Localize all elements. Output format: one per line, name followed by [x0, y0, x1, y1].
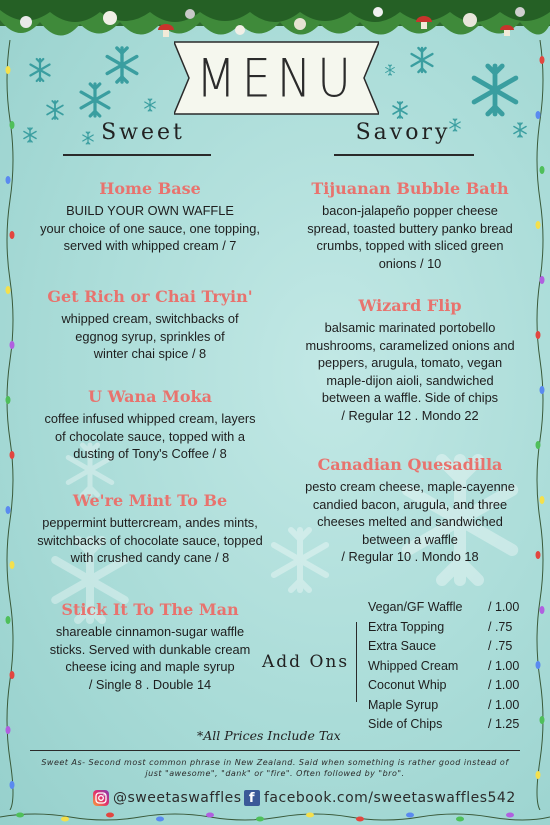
facebook-url: facebook.com/sweetaswaffles542: [264, 790, 516, 806]
menu-item: [15, 600, 285, 693]
sweet-heading-rule: [63, 154, 211, 156]
facebook-link[interactable]: [244, 790, 516, 806]
addon-price: / .75: [488, 639, 513, 653]
addon-name: Vegan/GF Waffle: [368, 600, 463, 614]
addons-list: [368, 598, 528, 735]
addon-price: / .75: [488, 619, 513, 634]
menu-item-description: balsamic marinated portobello mushrooms, caramelized onions and peppers, arugula, tomato, vegan maple-dijon aioli, sandwiched between a waffle. Side of chips / Regular 12 . Mondo 22: [305, 320, 515, 423]
addon-name: Extra Topping: [368, 619, 445, 634]
menu-item-name: Stick It To The Man: [61, 600, 239, 619]
string-lights-bottom: [0, 809, 550, 825]
footer-divider: [30, 750, 520, 751]
addon-row: [368, 637, 528, 657]
menu-item-name: Get Rich or Chai Tryin': [47, 287, 253, 306]
addon-price: / 1.25: [488, 717, 520, 731]
menu-item: [15, 287, 285, 363]
menu-item-name: U Wana Moka: [88, 387, 212, 406]
savory-heading: Savory: [355, 120, 451, 145]
addon-row: [368, 618, 528, 638]
addon-name: Side of Chips: [368, 717, 443, 731]
footer-definition: Sweet As- Second most common phrase in New Zealand. Said when something is rather good instead of just "awesome", "dank" or "fire". Often followed by "bro".: [41, 758, 509, 778]
tax-note: *All Prices Include Tax: [197, 728, 341, 743]
addon-row: [368, 657, 528, 677]
menu-item-name: Wizard Flip: [358, 296, 462, 315]
menu-item-name: Home Base: [99, 179, 201, 198]
menu-item-name: Canadian Quesadilla: [317, 455, 503, 474]
menu-item-description: coffee infused whipped cream, layers of chocolate sauce, topped with a dusting of Tony's Coffee / 8: [44, 411, 256, 461]
addon-price: / 1.00: [488, 600, 520, 614]
addon-row: [368, 598, 528, 618]
menu-item: [280, 179, 540, 272]
addons-divider: [356, 622, 357, 702]
instagram-icon: [93, 790, 109, 806]
menu-item: [15, 491, 285, 567]
addon-name: Extra Sauce: [368, 639, 437, 653]
menu-item-description: bacon-jalapeño popper cheese spread, toasted buttery panko bread crumbs, topped with sliced green onions / 10: [307, 203, 513, 271]
menu-item-name: Tijuanan Bubble Bath: [311, 179, 509, 198]
addons-heading: Add Ons: [262, 652, 350, 672]
menu-item-description: whipped cream, switchbacks of eggnog syrup, sprinkles of winter chai spice / 8: [61, 311, 239, 361]
menu-item-description: BUILD YOUR OWN WAFFLE your choice of one sauce, one topping, served with whipped cream / 7: [40, 203, 260, 253]
menu-item: [280, 296, 540, 424]
menu-item-name: We're Mint To Be: [72, 491, 228, 510]
menu-item-description: pesto cream cheese, maple-cayenne candied bacon, arugula, and three cheeses melted and sandwiched between a waffle / Regular 10 . Mondo 18: [305, 479, 515, 564]
savory-heading-rule: [334, 154, 474, 156]
sweet-heading: Sweet: [101, 120, 185, 145]
instagram-handle: @sweetaswaffles: [113, 790, 242, 806]
menu-item-description: peppermint buttercream, andes mints, switchbacks of chocolate sauce, topped with crushed candy cane / 8: [37, 515, 263, 565]
addon-row: [368, 676, 528, 696]
addon-name: Coconut Whip: [368, 678, 447, 692]
addon-price: / 1.00: [488, 678, 520, 692]
addon-price: / 1.00: [488, 697, 520, 712]
menu-item: [15, 179, 285, 255]
facebook-icon: f: [244, 790, 260, 806]
menu-item-description: shareable cinnamon-sugar waffle sticks. Served with dunkable cream cheese icing and maple syrup / Single 8 . Double 14: [49, 624, 251, 692]
menu-item: [15, 387, 285, 463]
addon-name: Maple Syrup: [368, 697, 439, 712]
menu-item: [280, 455, 540, 566]
page-title: MENU: [196, 46, 357, 110]
addon-price: / 1.00: [488, 658, 520, 673]
string-lights-right: [532, 40, 548, 810]
addon-row: [368, 696, 528, 716]
instagram-link[interactable]: [93, 790, 242, 806]
addon-row: [368, 715, 528, 735]
addon-name: Whipped Cream: [368, 658, 459, 673]
